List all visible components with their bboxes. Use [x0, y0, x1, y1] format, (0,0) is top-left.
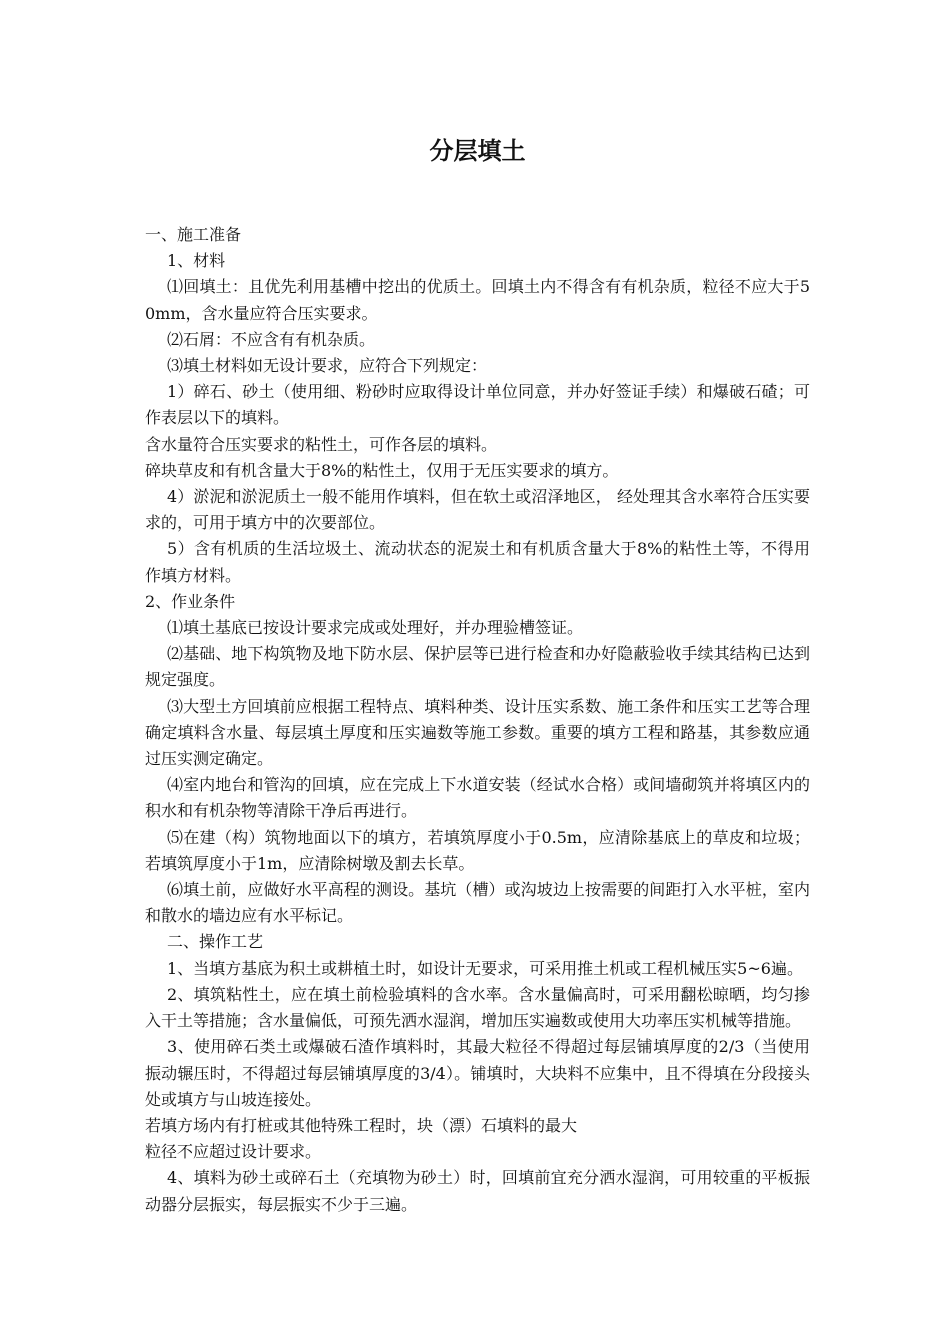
paragraph: 二、操作工艺: [167, 932, 264, 952]
paragraph: 2、填筑粘性土，应在填土前检验填料的含水率。含水量偏高时，可采用翻松晾晒，均匀掺入干土等措施；含水量偏低，可预先洒水湿润，增加压实遍数或使用大功率压实机械等措施。: [145, 984, 810, 1031]
paragraph: ⑶大型土方回填前应根据工程特点、填料种类、设计压实系数、施工条件和压实工艺等合理确定填料含水量、每层填土厚度和压实遍数等施工参数。重要的填方工程和路基，其参数应通过压实测定确定。: [145, 696, 810, 769]
paragraph: ⑸在建（构）筑物地面以下的填方，若填筑厚度小于0.5m，应清除基底上的草皮和垃圾；若填筑厚度小于1m，应清除树墩及割去长草。: [145, 827, 810, 873]
paragraph: ⑴回填土：且优先利用基槽中挖出的优质土。回填土内不得含有有机杂质，粒径不应大于50mm，含水量应符合压实要求。: [145, 277, 810, 323]
paragraph: 若填方场内有打桩或其他特殊工程时，块（漂）石填料的最大: [145, 1115, 578, 1135]
paragraph: 碎块草皮和有机含量大于8%的粘性土，仅用于无压实要求的填方。: [145, 460, 619, 480]
paragraph: 1、材料: [167, 251, 226, 271]
paragraph: 2、作业条件: [145, 591, 236, 611]
paragraph: 一、施工准备: [145, 225, 242, 244]
paragraph: 含水量符合压实要求的粘性土，可作各层的填料。: [145, 434, 498, 454]
paragraph: 1、当填方基底为积土或耕植土时，如设计无要求，可采用推土机或工程机械压实5~6遍。: [167, 958, 803, 978]
paragraph: 3、使用碎石类土或爆破石渣作填料时，其最大粒径不得超过每层铺填厚度的2/3（当使用振动辗压时，不得超过每层铺填厚度的3/4）。铺填时，大块料不应集中，且不得填在分段接头处或填方与山坡连接处。: [145, 1037, 810, 1109]
document-body: [145, 222, 810, 1218]
paragraph: 粒径不应超过设计要求。: [145, 1142, 322, 1162]
paragraph: ⑷室内地台和管沟的回填，应在完成上下水道安装（经试水合格）或间墙砌筑并将填区内的积水和有机杂物等清除干净后再进行。: [145, 775, 810, 821]
paragraph: ⑵石屑：不应含有有机杂质。: [167, 329, 376, 349]
paragraph: 5）含有机质的生活垃圾土、流动状态的泥炭土和有机质含量大于8%的粘性土等，不得用作填方材料。: [145, 539, 810, 585]
paragraph: 4）淤泥和淤泥质土一般不能用作填料，但在软土或沼泽地区， 经处理其含水率符合压实要求的，可用于填方中的次要部位。: [145, 487, 810, 533]
paragraph: ⑵基础、地下构筑物及地下防水层、保护层等已进行检查和办好隐蔽验收手续其结构已达到规定强度。: [145, 644, 810, 690]
document-title: 分层填土: [429, 137, 526, 165]
document-page: [145, 0, 810, 1344]
paragraph: ⑶填土材料如无设计要求，应符合下列规定：: [167, 356, 488, 376]
paragraph: ⑹填土前，应做好水平高程的测设。基坑（槽）或沟坡边上按需要的间距打入水平桩，室内和散水的墙边应有水平标记。: [145, 880, 810, 926]
paragraph: ⑴填土基底已按设计要求完成或处理好，并办理验槽签证。: [167, 618, 584, 638]
paragraph: 1）碎石、砂土（使用细、粉砂时应取得设计单位同意，并办好签证手续）和爆破石碴；可作表层以下的填料。: [145, 382, 810, 428]
paragraph: 4、填料为砂土或碎石土（充填物为砂土）时，回填前宜充分洒水湿润，可用较重的平板振动器分层振实，每层振实不少于三遍。: [145, 1168, 810, 1214]
